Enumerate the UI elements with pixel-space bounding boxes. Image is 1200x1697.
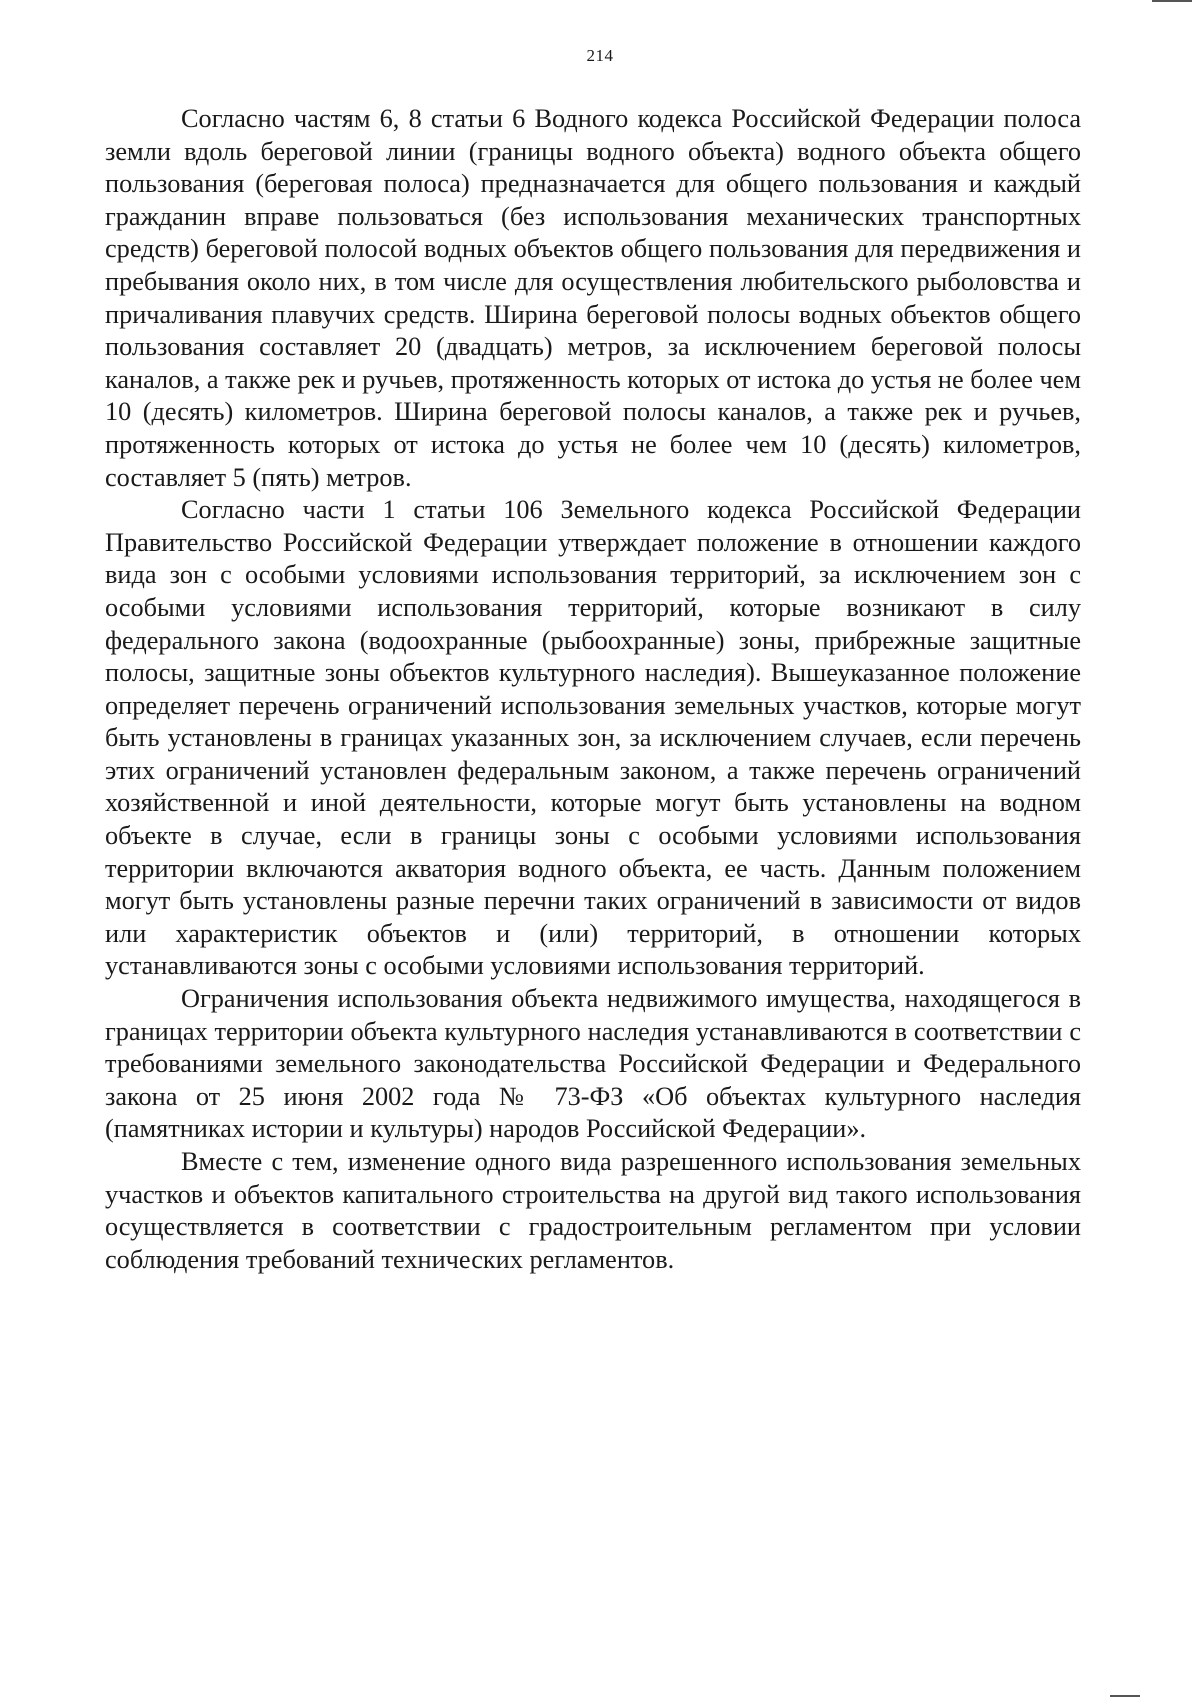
paragraph-water-code-shoreline: Согласно частям 6, 8 статьи 6 Водного кодекса Российской Федерации полоса земли вдоль береговой линии (границы водного объекта) водного объекта общего пользования (береговая полоса) предназначается для общего пользования и каждый гражданин вправе пользоваться (без использования механических транспортных средств) береговой полосой водных объектов общего пользования для передвижения и пребывания около них, в том числе для осуществления любительского рыболовства и причаливания плавучих средств. Ширина береговой полосы водных объектов общего пользования составляет 20 (двадцать) метров, за исключением береговой полосы каналов, а также рек и ручьев, протяженность которых от истока до устья не более чем 10 (десять) километров. Ширина береговой полосы каналов, а также рек и ручьев, протяженность которых от истока до устья не более чем 10 (десять) километров, составляет 5 (пять) метров. xyxy=(105,104,1081,492)
scan-artifact-top xyxy=(1152,0,1192,2)
paragraph-cultural-heritage-restrictions: Ограничения использования объекта недвижимого имущества, находящегося в границах территории объекта культурного наследия устанавливаются в соответствии с требованиями земельного законодательства Российской Федерации и Федерального закона от 25 июня 2002 года № 73-ФЗ «Об объектах культурного наследия (памятниках истории и культуры) народов Российской Федерации». xyxy=(105,984,1081,1144)
page-number: 214 xyxy=(586,46,614,65)
document-body xyxy=(105,103,1081,1276)
paragraph-land-code-special-zones: Согласно части 1 статьи 106 Земельного кодекса Российской Федерации Правительство Российской Федерации утверждает положение в отношении каждого вида зон с особыми условиями использования территорий, за исключением зон с особыми условиями использования территорий, которые возникают в силу федерального закона (водоохранные (рыбоохранные) зоны, прибрежные защитные полосы, защитные зоны объектов культурного наследия). Вышеуказанное положение определяет перечень ограничений использования земельных участков, которые могут быть установлены в границах указанных зон, за исключением случаев, если перечень этих ограничений установлен федеральным законом, а также перечень ограничений хозяйственной и иной деятельности, которые могут быть установлены на водном объекте в случае, если в границы зоны с особыми условиями использования территории включаются акватория водного объекта, ее часть. Данным положением могут быть установлены разные перечни таких ограничений в зависимости от видов или характеристик объектов и (или) территорий, в отношении которых устанавливаются зоны с особыми условиями использования территорий. xyxy=(105,495,1081,981)
paragraph-permitted-use-change: Вместе с тем, изменение одного вида разрешенного использования земельных участков и объектов капитального строительства на другой вид такого использования осуществляется в соответствии с градостроительным регламентом при условии соблюдения требований технических регламентов. xyxy=(105,1147,1081,1274)
